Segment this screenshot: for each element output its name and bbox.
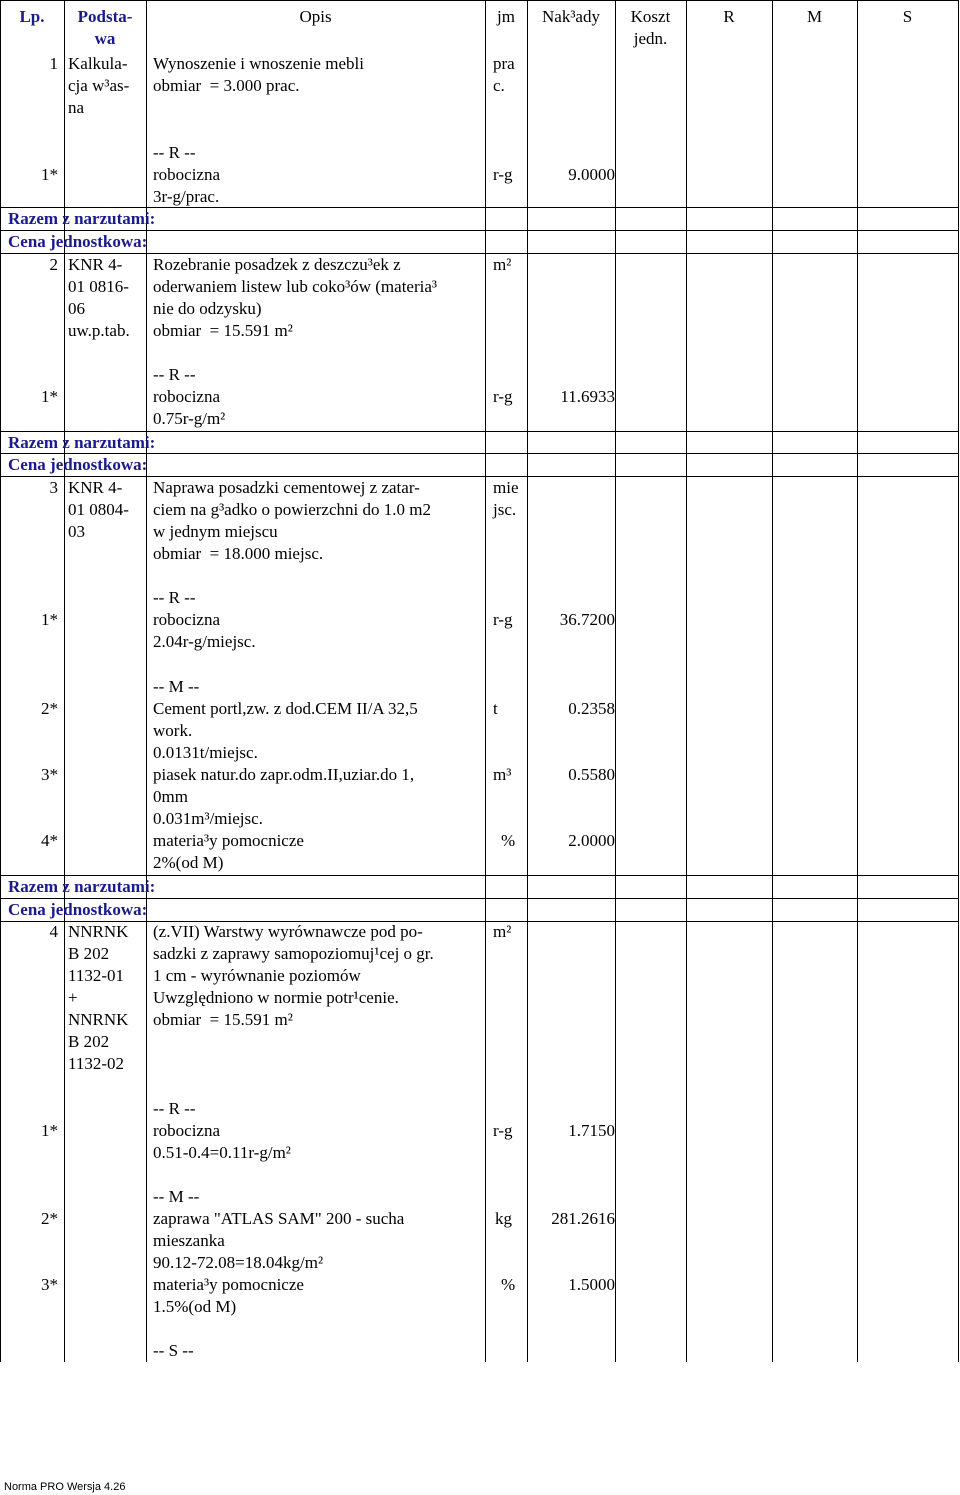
item-podstawa: Kalkula- cja w³as- na xyxy=(68,54,130,117)
resource-number: 1* xyxy=(41,165,58,184)
grid-line xyxy=(615,0,616,1362)
resource-value: 0.5580 xyxy=(568,765,615,784)
item-opis: Naprawa posadzki cementowej z zatar- ciem na g³adko o powierzchni do 1.0 m2 w jednym miejscu obmiar = 18.000 miejsc. xyxy=(153,478,431,563)
grid-line xyxy=(686,0,687,1362)
resource-number: 2* xyxy=(41,1209,58,1228)
resource-value: 2.0000 xyxy=(568,831,615,850)
resource-number: 2* xyxy=(41,699,58,718)
resource-number: 1* xyxy=(41,1121,58,1140)
footer-version: Norma PRO Wersja 4.26 xyxy=(4,1481,126,1493)
resource-value: 1.5000 xyxy=(568,1275,615,1294)
razem-label: Razem z narzutami: xyxy=(8,209,156,228)
header-lp: Lp. xyxy=(19,7,45,26)
resource-value: 0.2358 xyxy=(568,699,615,718)
item-opis: (z.VII) Warstwy wyrównawcze pod po- sadzki z zaprawy samopoziomuj¹cej o gr. 1 cm - wyrównanie poziomów Uwzględniono w normie potr¹cenie. obmiar = 15.591 m² xyxy=(153,922,434,1029)
resource-opis: piasek natur.do zapr.odm.II,uziar.do 1, 0mm 0.031m³/miejsc. xyxy=(153,765,415,828)
item-lp: 3 xyxy=(49,478,58,497)
resource-jm: t xyxy=(493,699,498,718)
grid-line xyxy=(146,0,147,1362)
grid-line xyxy=(0,476,959,477)
resource-opis: -- R -- robocizna 2.04r-g/miejsc. xyxy=(153,588,256,651)
item-opis: Wynoszenie i wnoszenie mebli obmiar = 3.000 prac. xyxy=(153,54,364,95)
grid-line xyxy=(0,0,1,1362)
resource-jm: r-g xyxy=(493,610,513,629)
grid-line xyxy=(485,0,486,1362)
item-jm: m² xyxy=(493,255,512,274)
resource-jm: m³ xyxy=(493,765,512,784)
header-koszt: Koszt jedn. xyxy=(630,7,671,48)
resource-jm: r-g xyxy=(493,1121,513,1140)
item-lp: 4 xyxy=(49,922,58,941)
razem-label: Razem z narzutami: xyxy=(8,433,156,452)
resource-opis: -- R -- robocizna 0.75r-g/m² xyxy=(153,365,226,428)
resource-jm: kg xyxy=(495,1209,512,1228)
grid-line xyxy=(958,0,959,1362)
header-podstawa: Podsta- wa xyxy=(77,7,133,48)
cena-label: Cena jednostkowa: xyxy=(8,900,148,919)
section-trailer: -- S -- xyxy=(153,1341,194,1360)
header-opis: Opis xyxy=(299,7,332,26)
resource-value: 9.0000 xyxy=(568,165,615,184)
resource-value: 36.7200 xyxy=(559,610,615,629)
item-lp: 2 xyxy=(49,255,58,274)
item-jm: mie jsc. xyxy=(493,478,519,519)
resource-number: 3* xyxy=(41,1275,58,1294)
resource-value: 11.6933 xyxy=(560,387,615,406)
grid-line xyxy=(772,0,773,1362)
razem-label: Razem z narzutami: xyxy=(8,877,156,896)
resource-number: 4* xyxy=(41,831,58,850)
resource-jm: % xyxy=(501,1275,516,1294)
header-s: S xyxy=(902,7,913,26)
header-m: M xyxy=(806,7,823,26)
resource-opis: -- R -- robocizna 0.51-0.4=0.11r-g/m² xyxy=(153,1099,291,1162)
resource-number: 1* xyxy=(41,387,58,406)
resource-opis: materia³y pomocnicze 2%(od M) xyxy=(153,831,304,872)
resource-jm: % xyxy=(501,831,516,850)
item-lp: 1 xyxy=(49,54,58,73)
resource-opis: -- M -- zaprawa "ATLAS SAM" 200 - sucha mieszanka 90.12-72.08=18.04kg/m² xyxy=(153,1187,405,1272)
item-jm: m² xyxy=(493,922,512,941)
resource-number: 3* xyxy=(41,765,58,784)
header-naklady: Nak³ady xyxy=(542,7,600,26)
resource-value: 281.2616 xyxy=(551,1209,615,1228)
item-opis: Rozebranie posadzek z deszczu³ek z oderwaniem listew lub coko³ów (materia³ nie do odzysku) obmiar = 15.591 m² xyxy=(153,255,437,340)
resource-jm: r-g xyxy=(493,165,513,184)
resource-number: 1* xyxy=(41,610,58,629)
grid-line xyxy=(0,921,959,922)
header-jm: jm xyxy=(497,7,515,26)
item-jm: pra c. xyxy=(493,54,515,95)
resource-value: 1.7150 xyxy=(568,1121,615,1140)
resource-opis: materia³y pomocnicze 1.5%(od M) xyxy=(153,1275,304,1316)
resource-opis: -- M -- Cement portl,zw. z dod.CEM II/A 32,5 work. 0.0131t/miejsc. xyxy=(153,677,418,762)
item-podstawa: KNR 4- 01 0804- 03 xyxy=(68,478,129,541)
resource-jm: r-g xyxy=(493,387,513,406)
cena-label: Cena jednostkowa: xyxy=(8,232,148,251)
grid-line xyxy=(857,0,858,1362)
grid-line xyxy=(64,0,65,1362)
grid-line xyxy=(527,0,528,1362)
grid-line xyxy=(0,0,959,1)
item-podstawa: KNR 4- 01 0816- 06 uw.p.tab. xyxy=(68,255,130,340)
cena-label: Cena jednostkowa: xyxy=(8,455,148,474)
resource-opis: -- R -- robocizna 3r-g/prac. xyxy=(153,143,221,206)
header-r: R xyxy=(723,7,735,26)
grid-line xyxy=(0,253,959,254)
item-podstawa: NNRNK B 202 1132-01 + NNRNK B 202 1132-02 xyxy=(68,922,129,1073)
